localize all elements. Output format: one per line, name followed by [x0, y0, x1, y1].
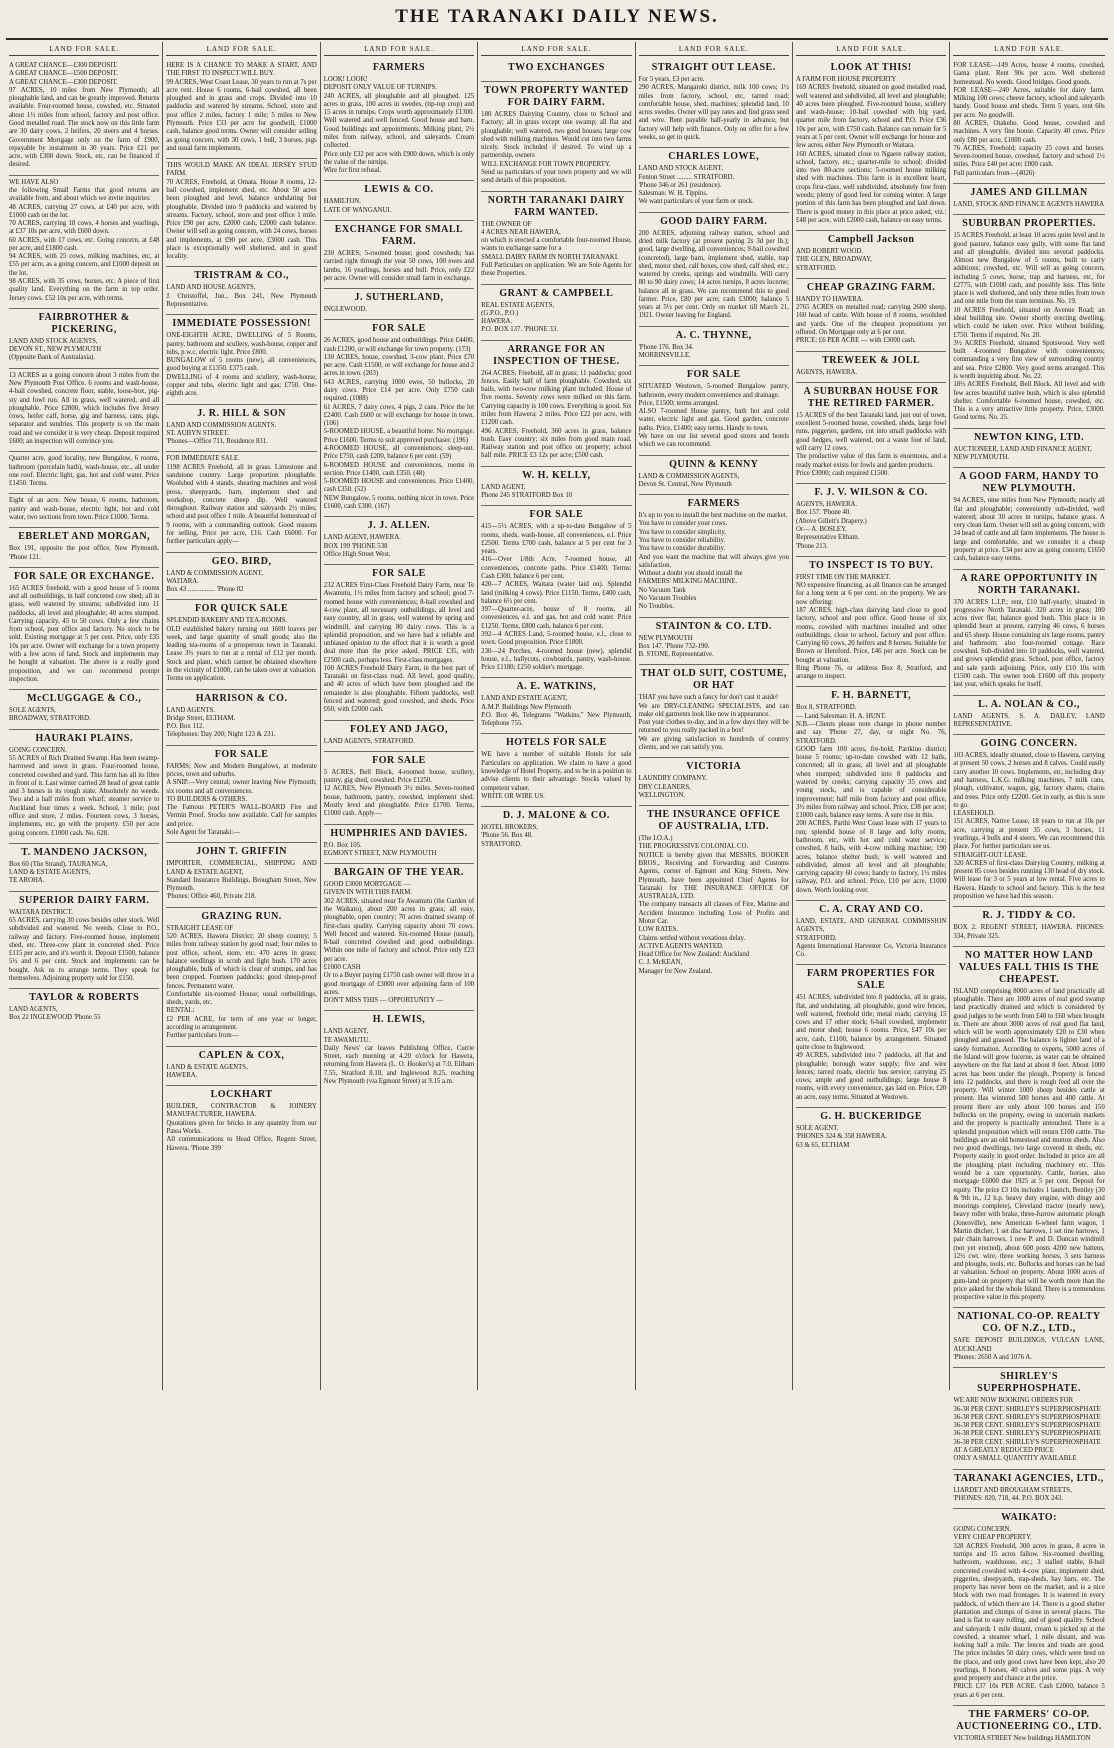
ad-body: LAND & ESTATE AGENTS, HAWERA. — [166, 1063, 248, 1079]
ad-heading: NO MATTER HOW LAND VALUES FALL THIS IS THE CHEAPEST. — [958, 949, 1100, 985]
ad-heading: VICTORIA — [686, 761, 742, 773]
ad-heading: STRAIGHT OUT LEASE. — [651, 62, 776, 73]
ad-body: LAND AGENT, Phone 245 STRATFORD Box 10 — [481, 483, 573, 499]
ad-body: LAND AGENT, TE AWAMUTU. Daily News' car leaves Publishing Office, Currie Street, each morning at 4.20 o'clock for Hawera, returning from Hawera (L. O. Hooker's) at 7.0, Eltham 7.55, Stratford 8.10, and Inglewood 8.25, reaching New Plymouth (via Egmont Street) at 9.15 a.m. — [323, 1028, 475, 1086]
ad-heading: FOR QUICK SALE — [195, 603, 289, 615]
ad-heading: A RARE OPPORTUNITY IN NORTH TARANAKI. — [960, 572, 1098, 596]
ad-heading: F. H. BARNETT, — [831, 690, 912, 702]
classified-ad — [324, 59, 474, 181]
masthead-rule — [6, 38, 1108, 40]
classified-ad — [796, 352, 946, 383]
ad-heading: FOR SALE — [686, 369, 741, 381]
classified-ad — [953, 735, 1104, 907]
ad-body: VICTORIA STREET New buildings HAMILTON — [953, 1735, 1091, 1743]
classified-ad — [481, 59, 631, 82]
classified-ad — [9, 690, 159, 730]
ad-body: SOLE AGENT. 'PHONES 324 & 358 HAWERA. 63 & 65, ELTHAM — [795, 1125, 888, 1149]
ad-body: ONE-EIGHTH ACRE, DWELLING of 5 Rooms, pantry, bathroom and scullery, wash-house, copper and tubs, p.w.c, electric light. Price £800. BUNGALOW of 5 rooms (new), all conveniences, good buying at £1350. £375 cash. DWELLING of 4 rooms and scullery, wash-house, copper and tubs, electric light and gas; £750. One-eighth acre. — [166, 332, 317, 398]
classified-ad — [481, 82, 631, 192]
ad-heading: F. J. V. WILSON & CO. — [814, 487, 928, 499]
classified-ad — [9, 176, 159, 309]
ad-body: Eight of an acre. New house, 6 rooms, bathroom, pantry and wash-house, electric light, hot and cold water, two sections from town. Price £1000. Terms. — [9, 497, 160, 521]
ad-body: LAND & COMMISSION AGENTS, Devon St. Central, New Plymouth — [638, 472, 740, 488]
ad-body: SPLENDID BAKERY AND TEA-ROOMS. OLD established bakery turning out 1600 loaves per week, and large quantity of small goods; also the leading tea-rooms of a prosperous town in Taranaki. Lease 3½ years to run at a rental of £12 per month. Stock and plant, which cannot be obtained elsewhere in the vicinity of £1000, can be taken over at valuation. Terms on application. — [166, 617, 317, 683]
ad-body: LAND AND ESTATE AGENT, A.M.P. Buildings New Plymouth P.O. Box 46, Telegrams "Watkins," New Plymouth, Telephone 755. — [481, 695, 632, 728]
ad-heading: LOCKHART — [210, 1089, 273, 1101]
classified-ad — [639, 806, 789, 981]
ad-body: 415—5½ ACRES, with a up-to-date Bungalow of 5 rooms, sheds, wash-house, all conveniences, e.l. Price £2500. Terms £700 cash, balance at 5 per cent for 3 years. 416—Over 1/8th Acre, 7-roomed house, all conveniences, concrete paths. Price £1400. Terms: Cash £300, balance 6 per cent. 420—7 ACRES, Waitara (water laid on). Splendid land (milking 4 cows). Price £1150. Terms, £400 cash, balance 6½ per cent. 397—Quarter-acre, house of 8 rooms, all conveniences, e.l. and gas, hot and cold water. Price £1250. Terms, £800 cash, balance 6 per cent. 392—4 ACRES Land, 5-roomed house, e.l., close to town. Good proposition. Price £1800. 230—24 Perches, 4-roomed house (new), splendid house, e.l., ballycots, cowboards, pantry, wash-house. Price £1180; £250 soldier's mortgage. — [481, 523, 632, 672]
ad-heading: EXCHANGE FOR SMALL FARM. — [334, 223, 464, 247]
classified-ad — [481, 192, 631, 285]
ad-body: Box 191, opposite the post office, New Plymouth. 'Phone 121. — [9, 545, 160, 561]
classified-ad — [166, 746, 316, 844]
ad-heading: FARMERS — [372, 62, 426, 73]
classified-ad — [481, 285, 631, 341]
ad-heading: CAPLEN & COX, — [198, 1049, 285, 1061]
ad-body: WAITARA DISTRICT. 65 ACRES, carrying 30 cows besides other stock. Well subdivided and watered. No weeds. Close to P.O., railway and factory. Five-roomed house, implement shed, etc. Three-cow plant in concreted shed. Price £115 per acre, and it's worth it. Deposit £1500, balance 5½ and 6 per cent. Stock and implements can be bought. Ask us to arrange terms. They speak for themselves. Adjoining property sold for £150. — [9, 908, 160, 982]
classified-ad — [953, 1308, 1104, 1368]
ad-heading: D. J. MALONE & CO. — [502, 810, 610, 822]
ad-body: LIARDET AND BROUGHAM STREETS, 'PHONES: 820, 718, 44. P.O. BOX 243. — [953, 1486, 1072, 1502]
ad-body: 370 ACRES L.I.P.; rent, £10 half-yearly; situated in progressive North Taranaki. 320 acres in grass; 100 acres river flat; balance good bush. This place is in splendid heart at present, carrying 46 cows, 6 horses and 65 sheep. House containing six large rooms, pantry and bathroom; also four-roomed cottage. Race cowshed. Sub-divided into 10 paddocks, well watered, and grows splendid grass. School, post office, factory and sale yards adjoining. Price, only £10 10s with £1500 cash. The owner took £1600 off this property last year, which speaks for itself. — [953, 598, 1105, 689]
ad-heading: C. A. CRAY AND CO. — [819, 903, 924, 915]
classified-ad — [324, 752, 474, 825]
ad-body: GOOD £3000 MORTGAGE — GIVEN IN WITH THIS FARM. 302 ACRES, situated near Te Awamutu (the Garden of the Waikato), about 200 acres in grass; all easy, ploughable, open country; 70 acres drained swamp of first-class quality. Carrying capacity about 70 cows. Well fenced and watered. Six-roomed House (usual), 8-bail concreted cowshed and good outbuildings. Within one mile of factory and school. Price only £23 per acre. £1000 CASH Or to a Buyer paying £1750 cash owner will throw in a good mortgage of £3000 over adjoining farm of 100 acres. DON'T MISS THIS — OPPORTUNITY — — [323, 881, 475, 1005]
classified-ad — [639, 59, 789, 148]
ad-heading: HAURAKI PLAINS. — [35, 732, 133, 744]
classified-ad — [9, 568, 159, 690]
classified-ad — [324, 181, 474, 221]
ad-heading: NATIONAL CO-OP. REALTY CO. OF N.Z., LTD., — [957, 1311, 1101, 1335]
classified-ad — [953, 468, 1104, 569]
classified-ad — [166, 553, 316, 601]
ad-body: AND ROBERT WOOD. THE GLEN, BROADWAY, STRATFORD. — [795, 248, 872, 272]
classified-ad — [481, 678, 631, 734]
ad-body: SOLE AGENTS, BROADWAY, STRATFORD. — [9, 707, 91, 723]
ad-body: NEW PLYMOUTH Box 147. 'Phone 732-190. B. STONE, Representative. — [638, 634, 714, 659]
ad-body: 451 ACRES, subdivided into 8 paddocks, all in grass, flat, and undulating, all ploughable, good wire fences, well watered, freehold title; metal roads; carrying 15 cows and 17 other stock; 6-bail cowshed, implement and motor shed; house 6 rooms. Price, £47 10s per acre, cash, £1100, balance by arrangement. Situated quite close to Inglewood. 49 ACRES, subdivided into 7 paddocks, all flat and ploughable; borough water supply; five and wire fences; tarred roads, electric bus service; carrying 25 cows; ample and good outbuildings; large house 8 rooms, with every convenience, gas laid on. Price, £20 an acre, easy terms. Situated at Westown. — [795, 994, 947, 1101]
classified-ad — [9, 309, 159, 369]
column-header: LAND FOR SALE. — [481, 42, 631, 56]
classified-ad — [953, 947, 1104, 1309]
classified-ad — [796, 231, 946, 279]
ad-heading: HARRISON & CO. — [195, 692, 288, 704]
classified-ad — [953, 184, 1104, 215]
ad-body: THAT you have such a fancy for don't cast it aside! We are DRY-CLEANING SPECIALISTS, and can make old garments look like new in appearance. Post your clothes to-day, and in a few days they will be returned to you really packed in a box! We are giving satisfaction to hundreds of country clients, and we can satisfy you. — [638, 694, 789, 752]
column-5 — [636, 42, 793, 1390]
ad-heading: J. SUTHERLAND, — [354, 292, 444, 304]
classified-ad — [166, 908, 316, 1047]
ad-body: LAND AND HOUSE AGENTS, J. Christoffel, Jun., Box 241, New Plymouth Representative. — [166, 284, 317, 309]
ad-heading: J. R. HILL & SON — [197, 407, 286, 419]
classified-ad — [796, 484, 946, 557]
classified-ad — [9, 59, 159, 176]
ad-heading: GEO. BIRD, — [211, 555, 272, 567]
classified-ad — [953, 1706, 1104, 1748]
classified-ad — [9, 989, 159, 1028]
ad-heading: FOLEY AND JAGO, — [349, 723, 448, 735]
ad-body: A GREAT CHANCE—£300 DEPOSIT. A GREAT CHANCE—£500 DEPOSIT. A GREAT CHANCE—£300 DEPOSIT. 97 ACRES, 10 miles from New Plymouth; all ploughable land, and can be greatly improved. Returns available. Four-roomed house, cowshed, etc. Situated about 1½ miles from school, factory and post office. Good metalled road. The stock now on this little farm are 30 dairy cows, 2 heifers, 20 steers and 4 horses. Government Mortgage only on the farm of £900, repayable by instalment in 30 years. Price £21 per acre, with £300 down. Stock, etc, can be financed if desired. — [9, 62, 160, 169]
ad-heading: TRISTRAM & CO., — [194, 270, 289, 282]
classified-ad — [953, 215, 1104, 428]
ad-heading: L. A. NOLAN & CO., — [978, 698, 1080, 710]
ad-heading: ARRANGE FOR AN INSPECTION OF THESE. — [493, 343, 620, 367]
classified-ad — [953, 907, 1104, 947]
ad-body: LAUNDRY COMPANY. DRY CLEANERS, WELLINGTON. — [638, 775, 708, 799]
ad-heading: HUMPHRIES AND DAVIES. — [330, 827, 468, 839]
classified-ad — [9, 369, 159, 453]
ad-body: HOTEL BROKERS, 'Phone 56. Box 48. STRATFORD. — [481, 824, 538, 848]
column-header: LAND FOR SALE. — [324, 42, 474, 56]
classified-ad — [639, 366, 789, 455]
ad-body: AUCTIONEER, LAND AND FINANCE AGENT, NEW PLYMOUTH. — [953, 445, 1092, 461]
ad-heading: Campbell Jackson — [827, 234, 915, 246]
ad-body: 5 ACRES, Bell Block, 4-roomed house, scullery, pantry, gig shed, cowshed. Price £1250. 12 ACRES, New Plymouth 3½ miles. Seven-roomed house, bathroom, pantry, cowshed, implement shed. Mostly level and ploughable. Price £1700. Terms, £1000 cash. Apply— — [323, 768, 475, 818]
ad-body: P.O. Box 105. EGMONT STREET, NEW PLYMOUTH — [323, 841, 437, 857]
ad-heading: TARANAKI AGENCIES, LTD., — [954, 1472, 1104, 1484]
ad-heading: THAT OLD SUIT, COSTUME, OR HAT — [640, 668, 787, 692]
ad-body: 15 ACRES Freehold, at least 10 acres quite level and in good pasture, balance easy gully, with some flat land and all ploughable, divided into several paddocks. Almost new Bungalow of 5 rooms, built to carry additions; cowshed, etc. Will sell as going concern, including 5 cows, horse, trap and harness, etc, for £2775, with £1000 cash, and possibly less. This little place is well sheltered, and only three miles from town and one mile from the tram terminus. No. 19. 10 ACRES Freehold, situated on Avenue Road; an ideal building site. Owner shortly erecting dwelling, which could be taken over. Price without building, £750. Terms if required. No. 20. 3½ ACRES Freehold, situated Spotswood. Very well built 4-roomed Bungalow with conveniences; commanding a very fine view of surrounding country and sea. Price £2800. Very good terms arranged. This is worth inquiring about. No. 22. 18½ ACRES Freehold, Bell Block. All level and with few acres beautiful native bush, which is also splendid shelter. Comfortable 6-roomed house, cowshed, etc. This is a very attractive little property. Price, £3000. Good terms. No. 25. — [953, 232, 1105, 422]
classified-ad — [953, 1368, 1104, 1469]
classified-ad — [166, 690, 316, 746]
classified-ad — [166, 405, 316, 453]
ad-body: LAND AGENTS. S. A. DAILEY, LAND REPRESENTATIVE. — [953, 712, 1105, 728]
ad-heading: QUINN & KENNY — [669, 458, 759, 470]
ad-heading: GOING CONCERN. — [980, 738, 1078, 750]
ad-heading: H. LEWIS, — [372, 1014, 426, 1026]
ad-body: Quarter acre, good locality, new Bungalow, 6 rooms, bathroom (porcelain bath), wash-house, etc., all under one roof. Electric light, gas, hot and cold water. Price £1450. Terms. — [9, 455, 160, 488]
ad-heading: T. MANDENO JACKSON, — [21, 846, 148, 858]
ad-body: 165 ACRES freehold, with a good house of 5 rooms and all outbuildings, in half concreted cow shed; all in grass, well watered by streams; subdivided into 11 paddocks, all level and ploughable; 40 acres stumped. Carrying capacity, 45 to 50 cows. Only a few chains from school, post office and factory. No stock to be sold. Existing mortgage at 5 per cent. Price, only £35 10s per acre. Owner will exchange for a town property with a few acres of land. Stock and implements may be bought at valuation. The above is a really good proposition, and we can recommend prompt inspection. — [9, 584, 160, 683]
classified-ad — [639, 618, 789, 666]
classified-ad — [324, 221, 474, 289]
ad-heading: HOTELS FOR SALE — [505, 737, 607, 749]
ad-body: IMPORTER, COMMERCIAL, SHIPPING AND LAND & ESTATE AGENT, Standard Insurance Buildings, Brougham Street, New Plymouth. 'Phones: Office 460, Private 218. — [166, 860, 317, 901]
classified-ad — [639, 213, 789, 327]
classified-ad — [166, 600, 316, 689]
ad-heading: FAIRBROTHER & PICKERING, — [38, 311, 130, 335]
ad-heading: R. J. TIDDY & CO. — [982, 910, 1076, 922]
ad-heading: FARMERS — [687, 498, 740, 510]
ad-heading: TO INSPECT IS TO BUY. — [809, 559, 934, 571]
classified-ad — [9, 844, 159, 892]
ad-body: THE OWNER OF 4 ACRES NEAR HAWERA, on which is erected a comfortable four-roomed House, wants to exchange same for a SMALL DAIRY FARM IN NORTH TARANAKI. Full Particulars on application. We are Sole Agents for these Properties. — [481, 220, 632, 278]
ad-body: HAMILTON. LATE OF WANGANUI. — [323, 198, 392, 214]
ad-body: 'Phone 176. Box 34. MORRINSVILLE. — [638, 343, 694, 360]
classified-ad — [481, 807, 631, 854]
ad-heading: FOR SALE — [529, 509, 584, 521]
classified-ad — [481, 506, 631, 678]
classified-ad — [9, 730, 159, 844]
classified-ad — [953, 429, 1104, 469]
classified-ad — [639, 327, 789, 367]
ad-body: 232 ACRES First-Class Freehold Dairy Farm, near Te Awamutu, 1½ miles from factory and school; good 7-roomed house with conveniences; 8-bail cowshed and 4-cow plant, all necessary outbuildings, all level and easy country, all in grass, well watered by spring and windmill, and carrying 80 dairy cows. This is a splendid proposition, and we have had a reliable and unbiased opinion to the effect that it is worth a good deal more than the price asked. PRICE £35, with £2500 cash, perhaps less. First-class mortgages. 100 ACRES Freehold Dairy Farm, in the best part of Taranaki on first-class road. All level, good quality, and 40 acres of which have been ploughed and the remainder is also ploughable. Fifteen paddocks, well fenced and watered; good cowshed, and sheds. Price £60, with £2000 cash. — [323, 582, 475, 714]
classified-ad — [953, 59, 1104, 184]
ad-body: LAND & COMMISSION AGENT, WAITARA. Box 43 ................ 'Phone 82 — [166, 569, 263, 594]
column-6 — [793, 42, 950, 1390]
classified-ad — [953, 570, 1104, 696]
ad-heading: THE FARMERS' CO-OP. AUCTIONEERING CO., LTD. — [956, 1709, 1102, 1733]
classified-ad — [166, 1086, 316, 1158]
ad-heading: FOR SALE — [372, 754, 426, 766]
classified-ad — [166, 267, 316, 315]
ad-heading: LOOK AT THIS! — [830, 62, 912, 73]
ad-heading: TREWEEK & JOLL — [822, 354, 921, 366]
ad-heading: SUBURBAN PROPERTIES. — [962, 218, 1096, 230]
ad-heading: THE INSURANCE OFFICE OF AUSTRALIA, LTD. — [647, 809, 781, 833]
ad-body: 264 ACRES, Freehold, all in grass; 11 paddocks; good fences. Easily half of farm ploughable. Cowshed, six bails, with two-cow milking plant included. House of five rooms. Seventy cows were milked on this farm. Carrying capacity is 100 cows. Everything is good. Six miles from Hawera; 2 miles. Price £22 per acre, with £1200 cash. 496 ACRES, Freehold, 360 acres in grass, balance bush. Easy country; six miles from good main road. Railway station and post office on property; school half mile. PRICE £3 12s per acre; £500 cash. — [481, 369, 632, 460]
ad-heading: JAMES AND GILLMAN — [970, 186, 1088, 198]
ad-body: REAL ESTATE AGENTS, (G.P.O., P.O.) HAWERA. P.O. BOX 137. 'PHONE 33. — [481, 301, 558, 334]
ad-body: A FARM FOR HOUSE PROPERTY 169 ACRES freehold, situated on good metalled road, well watered and subdivided, all level and ploughable; 40 acres been ploughed. Five-roomed house, scullery and wash-house; 10-bail cowshed with big yard, quarter mile from factory, school and P.O. Price £36 10s per acre, with £750 cash. Balance can remain for 5 years at 5 per cent. Owner will exchange for house and few acres, either New Plymouth or Waitara. 160 ACRES, situated close to Ngaere railway station, school, factory, etc.; quarter-mile to school; divided into two 80-acre sections; 5-roomed house milking shed with machines. This farm is in excellent heart, crops first-class, well subdivided, absolutely free from weeds; plenty of good feed for coming winter. A large portion of this farm has been ploughed and laid down. There is good money in this place at price asked, viz.: £48 per acre, with £2000 cash, balance on easy terms. — [795, 76, 947, 224]
ad-heading: CHARLES LOWE, — [668, 151, 760, 163]
ad-body: ISLAND comprising 8000 acres of land practically all ploughable. There are 1000 acres of real good swamp land practically drained and which is considered by good judges to be worth from £40 to £60 when brought in. There are about 3000 acres of real good flat land, which will be worth approximately £20 to £30 when ploughed and grassed. The balance is lighter land of a sandy formation. According to experts, 5000 acres of the Island will grow lucerne, as water can be obtained anywhere on the flat land at about 8 feet. About 1000 acres has been under the plough. Property is fenced into 12 paddocks, and there is rough feed all over the property. Will winter 1000 sheep besides cattle at present. Has wintered 500 horses and 400 cattle. At present there are only about 100 horses and 150 bullocks on the property, owing to uncertain markets and the property is practically untouched. There is a splendid proposition which will return £100 cattle. The buildings are an old homestead and mutton sheds. Also two good dwellings, two large covered in sheds, etc. Property easily in good order. Included in price are all the ploughing plant including machinery etc. This would be a rare opportunity. Cattle, horses, also mortgage £6000 due 1925 at 5 per cent. Deposit for equity. The price £3 10s includes 1 launch, Bentley (30 & 9th in., 12 h.p. heavy duty engine, with dingy and moorings complete), Cleveland tractor (nearly new), heavy roller with brake, three-furrow automatic plough (Jonesville), new American 6-wheel farm wagon, 1 Martin ditcher, 1 set disc harrows, 1 set tine harrows, 1 pair chain harrows, 1 new P. and D. Duncan windmill (not yet erected), about 600 posts 4200 new battens, 12½ cwt. wire, three working horses, 3 sets harness and ploughs, tools, etc. Bullocks and horses can be had at valuation. School on property. About 1000 acres of gum-land on property that will be worth more than the price asked for the whole Island. There is a tremendous prospective value in this property. — [953, 987, 1105, 1302]
column-header: LAND FOR SALE. — [639, 42, 789, 56]
classified-ad — [166, 59, 316, 159]
ad-body: 13 ACRES as a going concern about 3 miles from the New Plymouth Post Office. 6 rooms and wash-house, 4-bail cowshed, concrete floor, stable, loose-box, pig-sty and fowl run. All in grass, well watered, and all ploughable. Price £2800, which includes five Jersey cows, heifer calf, horse, gig and harness, cans, pigs, separator and sundries. This property is on the main road and we consider it is very cheap. Deposit required £600; an inspection will convince you. — [9, 371, 160, 445]
ad-body: SAFE DEPOSIT BUILDINGS, VULCAN LANE, AUCKLAND 'Phones: 2650 A and 1076 A. — [953, 1337, 1105, 1362]
ad-body: LAND AND STOCK AGENT, Fenton Street ......... STRATFORD. 'Phone 346 or 261 (residence). Salesman: W. H. Tippins. We want particulars of your farm or stock. — [638, 165, 754, 206]
classified-ad — [324, 289, 474, 320]
ad-heading: NORTH TARANAKI DAIRY FARM WANTED. — [487, 194, 625, 218]
ad-heading: WAIKATO: — [1001, 1512, 1057, 1524]
ad-body: LAND AGENTS, STRATFORD. — [323, 737, 415, 745]
classified-ad — [9, 494, 159, 528]
ad-body: WE ARE NOW BOOKING ORDERS FOR 36-38 PER CENT. SHIRLEY'S SUPERPHOSPHATE 36-38 PER CENT. SHIRLEY'S SUPERPHOSPHATE 36-38 PER CENT. SHIRLEY'S SUPERPHOSPHATE 36-38 PER CENT. SHIRLEY'S SUPERPHOSPHATE 36-38 PER CENT. SHIRLEY'S SUPERPHOSPHATE AT A GREATLY REDUCED PRICE ONLY A SMALL QUANTITY AVAILABLE — [953, 1397, 1101, 1463]
ad-body: FOR IMMEDIATE SALE. 1198 ACRES Freehold, all in grass. Limestone and sandstone country. Large proportion ploughable. Woolshed with 4 stands, shearing machines and wool press, sheepyards, barn, implement shed and workshop, concrete sheep dip. Well watered throughout. Railway station and saleyards 2½ miles; school and post office 1 mile. A beautiful homestead of 9 rooms, with a commanding outlook. Good reasons for selling. Price per acre, £16. Cash £6000. For further particulars apply— — [166, 455, 317, 546]
ad-body: It's up to you to install the best machine on the market. You have to consider your cows. You have to consider simplicity. You have to consider reliability. You have to consider durability. And you want the machine that will always give you satisfaction. Without a doubt you should install the FARMERS' MILKING MACHINE. No Vacuum Tank No Vacuum Troubles No Troubles. — [638, 512, 789, 611]
ad-heading: CHEAP GRAZING FARM. — [806, 281, 936, 293]
classified-ad — [324, 721, 474, 752]
classified-ad — [796, 557, 946, 688]
column-2 — [163, 42, 320, 1390]
ad-heading: FOR SALE — [214, 748, 269, 760]
column-3 — [321, 42, 478, 1390]
column-header: LAND FOR SALE. — [166, 42, 316, 56]
ad-heading: TOWN PROPERTY WANTED FOR DAIRY FARM. — [484, 85, 629, 108]
ad-heading: JOHN T. GRIFFIN — [196, 846, 287, 858]
ad-heading: A SUBURBAN HOUSE FOR THE RETIRED FARMER. — [803, 385, 939, 409]
masthead: THE TARANAKI DAILY NEWS. — [395, 6, 719, 27]
ad-heading: A. C. THYNNE, — [675, 329, 752, 341]
ad-heading: GRAZING RUN. — [201, 910, 282, 922]
classified-ad — [9, 528, 159, 568]
ad-body: INGLEWOOD. — [323, 306, 368, 314]
ad-heading: A GOOD FARM, HANDY TO NEW PLYMOUTH. — [959, 471, 1099, 495]
classified-ad — [324, 517, 474, 565]
classified-ad — [953, 1470, 1104, 1510]
classified-ad — [639, 148, 789, 212]
classified-ad — [166, 452, 316, 552]
ad-body: AGENTS, HAWERA. Box 157. 'Phone 40. (Above Gillett's Drapery.) Or— A. BOSLEY, Representative Eltham. 'Phone 213. — [795, 501, 867, 550]
classified-ad — [639, 495, 789, 617]
ad-body: (The I.O.A.) THE PROGRESSIVE COLONIAL CO. NOTICE is hereby given that MESSRS. BOOKER BROS., Receiving and Forwarding and Customs Agents, corner of Egmont and King Streets, New Plymouth, have been appointed Chief Agents for Taranaki for THE INSURANCE OFFICE OF AUSTRALIA, LTD. The company transacts all classes of Fire, Marine and Accident Insurance including Loss of Profits and Motor Car. LOW RATES. Claims settled without vexatious delay. ACTIVE AGENTS WANTED. Head Office for New Zealand: Auckland C. J. McKEAN, Manager for New Zealand. — [638, 835, 789, 975]
classified-ad — [324, 1011, 474, 1091]
ad-heading: FARM PROPERTIES FOR SALE — [806, 968, 936, 992]
classified-ad — [166, 843, 316, 907]
ad-heading: A. E. WATKINS, — [516, 681, 597, 693]
ad-heading: EBERLET AND MORGAN, — [18, 531, 151, 543]
ad-heading: J. J. ALLEN. — [367, 520, 431, 532]
ad-body: FARMS; New and Modern Bungalows, at moderate prices, town and suburbs. A SNIP.—Very central; owner leaving New Plymouth; six rooms and all conveniences. TO BUILDERS & OTHERS. The Famous PETER'S WALL-BOARD Fire and Vermin Proof. Stocks now available. Call for samples and price. Sole Agent for Taranaki:— — [166, 762, 317, 836]
ad-heading: TAYLOR & ROBERTS — [29, 992, 140, 1004]
classified-ad — [324, 565, 474, 721]
ad-heading: BARGAIN OF THE YEAR. — [334, 867, 464, 879]
classified-ad — [639, 758, 789, 806]
ad-heading: NEWTON KING, LTD. — [973, 431, 1085, 443]
ad-body: BUILDER, CONTRACTOR & JOINERY MANUFACTURER, HAWERA. Quotations given for bricks in any quantity from our Patea Works. All communications to Head Office, Regent Street, Hawera. 'Phone 399 — [166, 1103, 317, 1152]
column-header: LAND FOR SALE. — [953, 42, 1104, 56]
ad-body: LAND AGENTS. Bridge Street, ELTHAM. P.O. Box 112. Telephones: Day 200; Night 123 & 231. — [166, 706, 276, 739]
classified-ad — [9, 892, 159, 990]
ad-heading: FOR SALE — [372, 568, 426, 580]
ad-body: GOING CONCERN. VERY CHEAP PROPERTY. 328 ACRES Freehold, 300 acres in grass, 8 acres in turnips and 15 acres fallow. Six-roomed dwelling, bathroom, washhouse, etc.; 3 stalled stable, 8-bail concreted cowshed with 4-cow plant, implement shed, piggeries, sheepyards, trap-sheds, hay barn, etc. The property has never been on the market, and is a nice block with two road frontages. It is watered in every paddock, of which there are 14. There is a good shelter plantation and clumps of ti-tree in several places. The land is flat to easy rolling, and of good quality. School and saleyards 1 mile distant, cream is picked up at the cowshed, a steamer wharf, 1 mile distant, and was looking half a mile. The fences and roads are good. The price includes 50 dairy cows, which were bred on the place, and only good cows have been kept, also 20 yearlings, 8 horses, 40 calves and some pigs. A very good property and chance at the price. PRICE £37 10s PER ACRE. Cash £2000, balance 5 years at 6 per cent. — [953, 1526, 1105, 1699]
classified-ad — [953, 696, 1104, 736]
ad-body: THIS WOULD MAKE AN IDEAL JERSEY STUD FARM. 70 ACRES, Freehold, at Omata. House 8 rooms, 12-bail cowshed, implement shed, etc. About 50 acres been ploughed and level, balance undulating but ploughable. Divided into 9 paddocks and watered by streams. Factory, school, store and post office 1 mile. Price £90 per acre, £2000 cash, £2000 cash balance. Owner will sell as going concern, with 24 cows, horses and implements, at £90 per acre, £3000 cash. This place is exceptionally well sheltered, and in good locality. — [166, 162, 317, 261]
ad-heading: TWO EXCHANGES — [507, 62, 605, 73]
ad-body: 103 ACRES, ideally situated, close to Hawera, carrying at present 50 cows, 2 horses and 8 calves. Could easily carry another 10 cows. Implements, etc, including dray and harness, L.K.G. milking machines, 7 milk cans, plough, cultivator, wagon, gig, factory shares, chains and trees. Price only £2200. Get in early, as this is sure to go. LEASEHOLD. 151 ACRES, Native Lease, 18 years to run at 10s per acre, carrying at present 35 cows, 3 horses, 11 yearlings, 4 bulls and 4 steers. We can recommend this place. For further particulars see us. STRAIGHT-OUT LEASE. 320 ACRES of first-class Dairying Country, milking at present 85 cows besides running 130 head of dry stock. Will lease for 3 or 5 years at low rental. Five acres to Hawera. Handy to school and factory. This is the best proposition we have had this season. — [953, 752, 1105, 900]
ad-body: 230 ACRES; 5-roomed house; good cowsheds; has carried right through the year 50 cows, 100 ewes and lambs, 16 yearlings, horses and bull. Price, only £22 per acre. Owner will consider small farm in exchange. — [323, 249, 475, 282]
column-1 — [6, 42, 163, 1390]
classified-ad — [9, 452, 159, 494]
ad-body: 26 ACRES, good house and outbuildings. Price £4400, cash £1200, or will exchange for town property. (173) 130 ACRES, house, cowshed, 3-cow plant. Price £70 per acre. Cash £1500, or will exchange for house and 2 acres in town. (203) 643 ACRES, carrying 1000 ewes, 50 bullocks, 20 dairy cows. Price £14 per acre. Only £750 cash required. (1088) 61 ACRES, 7 dairy cows, 4 pigs, 2 cans. Price the lot £2400. Cash £600 or will exchange for house in town. (106) 5-ROOMED HOUSE, a beautiful home. No mortgage. Price £1600. Terms to suit approved purchaser. (196) 4-ROOMED HOUSE, all conveniences; sleep-out. Price £750, cash £200, balance 6 per cent. (59) 6-ROOMED HOUSE and conveniences, rooms in section. Price £1400, cash £350. (48) 5-ROOMED HOUSE and conveniences. Price £1400, cash £350. (52) NEW Bungalow, 5 rooms, nothing nicer in town. Price £1600, cash £300. (167) — [323, 337, 475, 510]
ad-heading: GOOD DAIRY FARM. — [660, 215, 768, 227]
ad-body: SITUATED Westown, 5-roomed Bungalow pantry, bathroom, every modern convenience and drainage. Price, £1500; terms arranged. ALSO 7-roomed House pantry, bath hot and cold water, electric light and gas. Good garden, concrete paths. Price, £1400; easy terms. Handy to town. We have on our list several good stores and hotels which we can recommend. — [638, 383, 789, 449]
classified-ad — [796, 59, 946, 231]
ad-body: 180 ACRES Dairying Country, close to School and Factory; all in grass except one swamp; all flat and ploughable; well watered, two good houses; large cow shed with milking machines. Would cut into two farms nicely. Stock included if desired. To wind up a partnership, owners WILL EXCHANGE FOR TOWN PROPERTY. Send us particulars of your town property and we will send details of this proposition. — [481, 111, 632, 185]
ad-body: Box 8, STRATFORD. — Land Salesman: H. A. HUNT. N.B.—Clients please note change in phone number and say 'Phone 27, day, or night No. 76, STRATFORD. GOOD farm 100 acres, fre-hold, Parikino district; house 5 rooms; up-to-date cowshed with 12 bails, concreted; all in grass, all level and all ploughable when stumped; subdivided into 8 paddocks and watered by creeks; carrying capacity 35 cows and young stock, and is capable of considerable improvement; half mile from factory and post office, 3½ miles from railway and school. Price, £38 per acre; £1000 cash, balance easy terms. A sure rise in this. 200 ACRES, Parihi West Coast lease with 17 years to run; splendid house of 8 large and lofty rooms, bathroom, etc, with hot and cold water service; cowshed, 8 bails, with 4-cow milking machine; 190 acres, balance shelter bush; is well watered and subdivided, almost all level and all ploughable; carrying capacity 60 cows; handy to factory, 1½ miles railway, P.O. and school. Price, £10 per acre, £1000 down. Worth looking over. — [795, 704, 947, 894]
ad-body: WE HAVE ALSO the following Small Farms that good returns are available from, and about which we invite inquiries: 48 ACRES, carrying 27 cows, at £40 per acre, with £1000 cash on the lot. 70 ACRES, carrying 18 cows, 4 horses and yearlings, at £37 10s per acre, with £600 down. 60 ACRES, with 17 cows, etc. Going concern, at £48 per acre, and £1800 cash. 94 ACRES, with 25 cows, milking machines, etc, at £55 per acre, as a going concern, and £1000 deposit on the lot. 98 ACRES, with 35 cows, horses, etc. A piece of first quality land. Everything on the farm in top order. Jersey cows. £52 10s per acre, with terms. — [9, 178, 160, 302]
ad-heading: STAINTON & CO. LTD. — [655, 620, 772, 632]
column-7 — [950, 42, 1107, 1743]
classified-ad — [796, 383, 946, 484]
ad-heading: G. H. BUCKERIDGE — [820, 1111, 923, 1122]
ad-heading: LEWIS & CO. — [364, 184, 434, 196]
classified-ad — [639, 456, 789, 496]
ad-body: WE have a number of suitable Hotels for sale Particulars on application. We claim to have a good knowledge of Hotel Property, and to be in a position to advise clients to their advantage. Stocks valued by competent valuer. WRITE OR WIRE US. — [481, 751, 632, 800]
ad-heading: GRANT & CAMPBELL — [499, 287, 614, 299]
classified-ad — [481, 467, 631, 507]
classified-ad — [324, 825, 474, 865]
classified-ad — [796, 279, 946, 352]
ad-body: 200 ACRES, adjoining railway station, school and dried milk factory (at present paying 2s 3d per lb.); good, large dwelling, all conveniences; 9-bail cowshed (concreted), large barn, implement shed, stable, trap shed, motor shed, calf boxes, cow shed, calf shed, etc.; watered by creeks, springs and windmills. Will carry 80 to 90 dairy cows; 14 acres turnips, 8 acres lucerne; balance all in grass. We can recommend this to good farmer. Price, £80 per acre; cash £3000; balance 5 years at 5½ per cent. Only on market till March 21, 1921. Owner leaving for England. — [638, 229, 789, 320]
classified-ad — [481, 734, 631, 807]
classified-ad — [796, 901, 946, 965]
column-header: LAND FOR SALE. — [9, 42, 159, 56]
column-4 — [478, 42, 635, 1390]
ad-body: LAND AGENTS, Box 22 INGLEWOOD 'Phone 55 — [9, 1006, 101, 1022]
ad-body: FOR LEASE—149 Acres, house 4 rooms, cowshed, Gama plant. Rent 90s per acre. Well sheltered homestead. No weeds. Good bridges. Good goods. FOR LEASE—240 Acres, suitable for dairy farm. Milking 100 cows; cheese factory, school and saleyards handy. Good house and sheds. Term 5 years, rent 60s per acre. No goodwill. 80 ACRES, Otakeho. Good house, cowshed and machines. A very fine house. Capacity 40 cows. Price only £80 per acre, £1000 cash. 76 ACRES, Freehold; capacity 25 cows and horses. Seven-roomed house, cowshed, factory and school 1½ miles. Price £40 per acre; £800 cash. Full particulars from—(4026) — [953, 62, 1105, 177]
classified-ad — [324, 864, 474, 1011]
column-header: LAND FOR SALE. — [796, 42, 946, 56]
classified-ad — [481, 341, 631, 467]
ad-body: For 5 years, £3 per acre. 290 ACRES, Mangatoki district, milk 100 cows; 1½ miles from factory, school, etc, tarred road; comfortable house, shed, machines; splendid land, 10 acres swedes. Owner will pay rates and find grass seed and wire. Rent payable half-yearly in advance, but factory will help with finance. Only on offer for a few weeks, so get in quick. — [638, 76, 789, 141]
classified-ad — [953, 1509, 1104, 1706]
classified-ad — [639, 665, 789, 758]
ad-body: BOX 2. REGENT STREET, HAWERA. PHONES: 334, Private 325. — [953, 924, 1105, 940]
classified-ad — [796, 965, 946, 1108]
ad-heading: FOR SALE OR EXCHANGE. — [13, 570, 155, 582]
ad-body: 15 ACRES of the best Taranaki land, just out of town, excellent 5-roomed house, cowshed, sheds, large fowl runs, piggeries, gardens, cut into small paddocks with good hedges, well watered, not a waste foot of land, will carry 12 cows. The productive value of this farm is enormous, and a ready market exists for fowls and garden products. Price £3000; cash required £1500. — [795, 411, 947, 477]
classified-ad — [796, 1108, 946, 1155]
ad-body: HANDY TO HAWERA. 2765 ACRES on metalled road; carrying 2600 sheep, 160 head of cattle. With house of 8 rooms, woolshed and yards. One of the cheapest propositions yet offered. On Mortgage only at 6 per cent. PRICE: £6 PER ACRE — with £3000 cash. — [795, 295, 947, 345]
ad-heading: McCLUGGAGE & CO., — [27, 693, 142, 705]
ad-body: FIRST TIME ON THE MARKET. NO expensive financing, as all finance can be arranged for a long term at 6 per cent. on the property. We are now offering: 187 ACRES, high-class dairying land close to good factory, school and post office. Good house of six rooms, cowshed with machines installed and other outbuildings, close to school, factory and post office. Carrying 60 cows, 20 heifers and 8 horses. Suitable for Brown or Hereford. Price, £46 per acre. Stock can be bought at valuation. Ring Phone 76, or address Box 8, Stratford, and arrange to inspect. — [795, 573, 947, 681]
ad-body: LOOK! LOOK! DEPOSIT ONLY VALUE OF TURNIPS. 240 ACRES, all ploughable and all ploughed. 125 acres in grass, 100 acres in swedes, (tip-top crop) and 15 acres in turnips. Crops worth approximately £1300. Well watered and well fenced. Good house and barn. Good buildings and appointments. Milking plant, 2½ miles from railway, school, and saleyards. Cream collected. Price only £32 per acre with £900 down, which is only the value of the turnips. Wire for first refusal. — [323, 76, 475, 175]
ad-body: LAND AND COMMISSION AGENTS. ST. AUBYN STREET. 'Phones—Office 711, Residence 831. — [166, 421, 277, 446]
ad-body: GOING CONCERN. 55 ACRES of Rich Drained Swamp. Has been swamp-harrowed and sown in grass. Four-roomed house, concreted cowshed and yard. This farm has all its fibre in front of it. Last winter carried 28 head of great cattle and 3 horses in its rough state. Absolutely no weeds. Two and a half miles from wharf; steamer service to Auckland four times a week. School, 1 mile; post office and store, 2 miles. Fourteen cows, 3 horses, implements, etc, go with the property. £50 per acre going concern. £1000 cash. No. 628. — [9, 746, 160, 837]
classified-ad — [324, 320, 474, 517]
ad-heading: IMMEDIATE POSSESSION! — [172, 318, 311, 330]
columns — [6, 42, 1108, 1743]
ad-body: LAND AGENT, HAWERA. BOX 199 'PHONE 538 Office High Street West. — [323, 534, 401, 558]
classified-ad — [166, 315, 316, 404]
ad-heading: SHIRLEY'S SUPERPHOSPHATE. — [977, 1371, 1081, 1395]
classified-ad — [166, 159, 316, 267]
ad-heading: W. H. KELLY, — [522, 469, 591, 481]
ad-body: LAND, STOCK AND FINANCE AGENTS HAWERA — [953, 200, 1105, 208]
ad-body: STRAIGHT LEASE OF 520 ACRES, Hawera District; 20 sheep country; 5 miles from railway station by good road; four miles to post office, school, store, etc. 470 acres in grass; balance seedlings in scrub and light bush. 170 acres ploughable, bulk of which is clear of stumps, and has been cropped. Fourteen paddocks; good sheep-proof fences. Permanent water. Comfortable six-roomed House; usual outbuildings, sheds, yards, etc. RENTAL: £2 PER ACRE, for term of one year or longer, according to arrangement. Further particulars from— — [166, 924, 317, 1040]
ad-body: AGENTS, HAWERA. — [795, 368, 858, 376]
ad-body: LAND AND STOCK AGENTS, DEVON ST., NEW PLYMOUTH (Opposite Bank of Australasia). — [9, 337, 102, 362]
ad-heading: FOR SALE — [372, 323, 426, 335]
ad-body: HERE IS A CHANCE TO MAKE A START, AND THE FIRST TO INSPECT WILL BUY. 99 ACRES, West Coast Lease, 30 years to run at 7s per acre rent. House 6 rooms, 6-bail cowshed, all been ploughed and in grass and crops. Divided into 10 paddocks and watered by streams. School, store and post office 2 miles, factory 1 mile; 5 miles to New Plymouth. Price £33 per acre for goodwill, £1000 cash, balance good terms. Owner will consider selling as going concern, with 30 cows, 1 bull, 3 horses, pigs and usual farm implements. — [166, 62, 317, 152]
ad-body: Box 60 (The Strand), TAURANGA, LAND & ESTATE AGENTS, TE AROHA. — [9, 860, 108, 885]
ad-body: LAND, ESTATE, AND GENERAL COMMISSION AGENTS, STRATFORD. Agents International Harvester Co, Victoria Insurance Co. — [795, 917, 947, 959]
ad-heading: SUPERIOR DAIRY FARM. — [18, 894, 150, 906]
classified-ad — [166, 1047, 316, 1087]
classified-ad — [796, 687, 946, 900]
ad-body: 94 ACRES, nine miles from New Plymouth; nearly all flat and ploughable; conveniently sub-divided, well watered; about 30 acres in turnips, balance grass. A very clean farm. Owner will sell as going concern, with 24 head of cattle and all farm implements. The house is large and comfortable, and we consider it a cheap property at price. £34 per acre as going concern; £1650 cash, balance easy terms. — [953, 497, 1105, 563]
